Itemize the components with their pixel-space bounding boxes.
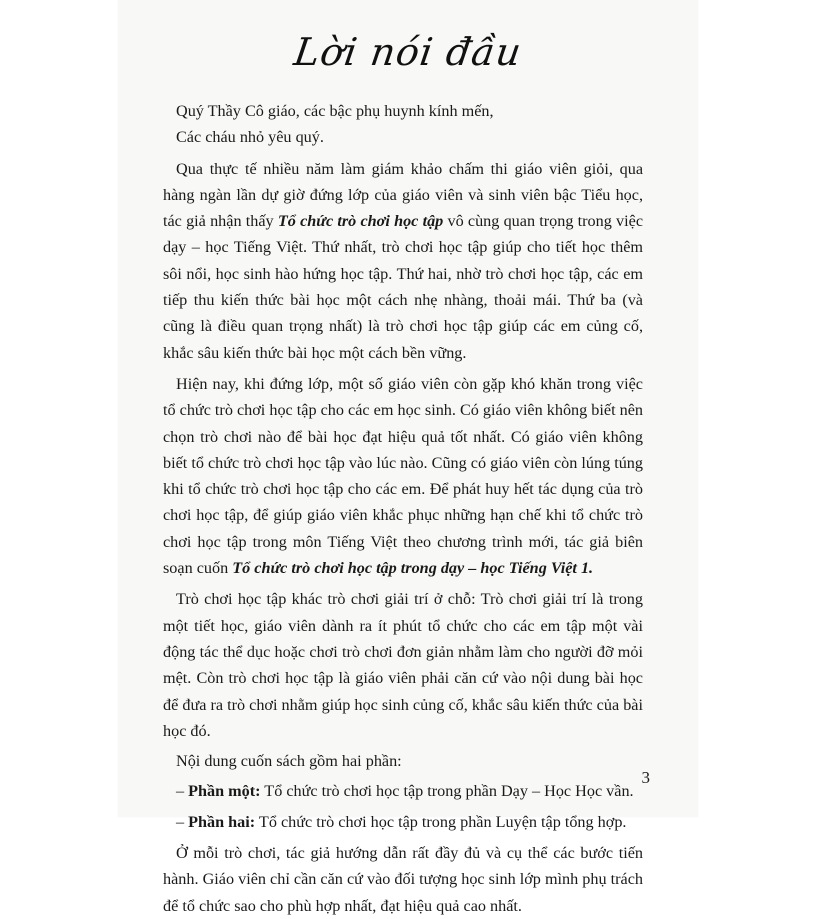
list-label-part-two: Phần hai: (188, 812, 256, 831)
list-dash: – (176, 782, 189, 801)
book-page (118, 0, 698, 915)
list-item-part-one (163, 778, 643, 804)
paragraph-5: Ở mỗi trò chơi, tác giả hướng dẫn rất đầy đủ và cụ thể các bước tiến hành. Giáo viên chỉ cần căn cứ vào đối tượng học sinh lớp mình phụ trách để tổ chức sao cho phù hợp nhất, đạt hiệu quả cao nhất. (163, 844, 643, 915)
paragraph-1-text-b: vô cùng quan trọng trong việc dạy – học Tiếng Việt. Thứ nhất, trò chơi học tập giúp cho tiết học thêm sôi nổi, học sinh hào hứng học tập. Thứ hai, nhờ trò chơi học tập, các em tiếp thu kiến thức bài học một cách nhẹ nhàng, thoải mái. Thứ ba (và cũng là điều quan trọng nhất) là trò chơi học tập giúp các em củng cố, khắc sâu kiến thức bài học một cách bền vững. (163, 212, 644, 362)
paragraph-2 (163, 371, 643, 581)
book-title-emphasis: Tổ chức trò chơi học tập trong dạy – học Tiếng Việt 1. (232, 559, 594, 578)
paragraph-1-text-a: Qua thực tế nhiều năm làm giám khảo chấm thi giáo viên giỏi, qua hàng ngàn lần dự giờ đứng lớp của giáo viên và sinh viên bậc Tiểu học, tác giả nhận thấy (163, 159, 643, 231)
list-text-part-one: Tổ chức trò chơi học tập trong phần Dạy – Học Học vần. (260, 782, 634, 801)
paragraph-1-emphasis: Tổ chức trò chơi học tập (277, 212, 444, 231)
salutation-line-2: Các cháu nhỏ yêu quý. (176, 128, 324, 147)
salutation-line-1: Quý Thầy Cô giáo, các bậc phụ huynh kính mến, (176, 102, 494, 120)
list-label-part-one: Phần một: (188, 782, 261, 801)
page-body (163, 98, 643, 919)
paragraph-4: Nội dung cuốn sách gồm hai phần: (176, 752, 402, 771)
paragraph-1 (163, 156, 643, 366)
list-dash: – (176, 812, 189, 831)
list-item-part-two (163, 809, 643, 835)
list-text-part-two: Tổ chức trò chơi học tập trong phần Luyện tập tổng hợp. (255, 812, 627, 831)
page-title: Lời nói đầu (291, 30, 525, 74)
paragraph-3: Trò chơi học tập khác trò chơi giải trí ở chỗ: Trò chơi giải trí là trong một tiết học, giáo viên dành ra ít phút tổ chức cho các em tập một vài động tác thể dục hoặc chơi trò chơi đơn giản nhằm làm cho người đỡ mỏi mệt. Còn trò chơi học tập là giáo viên phải căn cứ vào nội dung bài học để đưa ra trò chơi nhằm giúp học sinh củng cố, khắc sâu kiến thức của bài học đó. (163, 590, 643, 740)
paragraph-2-text: Hiện nay, khi đứng lớp, một số giáo viên còn gặp khó khăn trong việc tổ chức trò chơi học tập cho các em học sinh. Có giáo viên không biết nên chọn trò chơi nào để bài học đạt hiệu quả tốt nhất. Có giáo viên không biết tổ chức trò chơi học tập vào lúc nào. Cũng có giáo viên còn lúng túng khi tổ chức trò chơi học tập cho các em. Để phát huy hết tác dụng của trò chơi học tập, để giúp giáo viên khắc phục những hạn chế khi tổ chức trò chơi học tập trong môn Tiếng Việt theo chương trình mới, tác giả biên soạn cuốn (163, 374, 643, 578)
page-number: 3 (641, 768, 650, 787)
